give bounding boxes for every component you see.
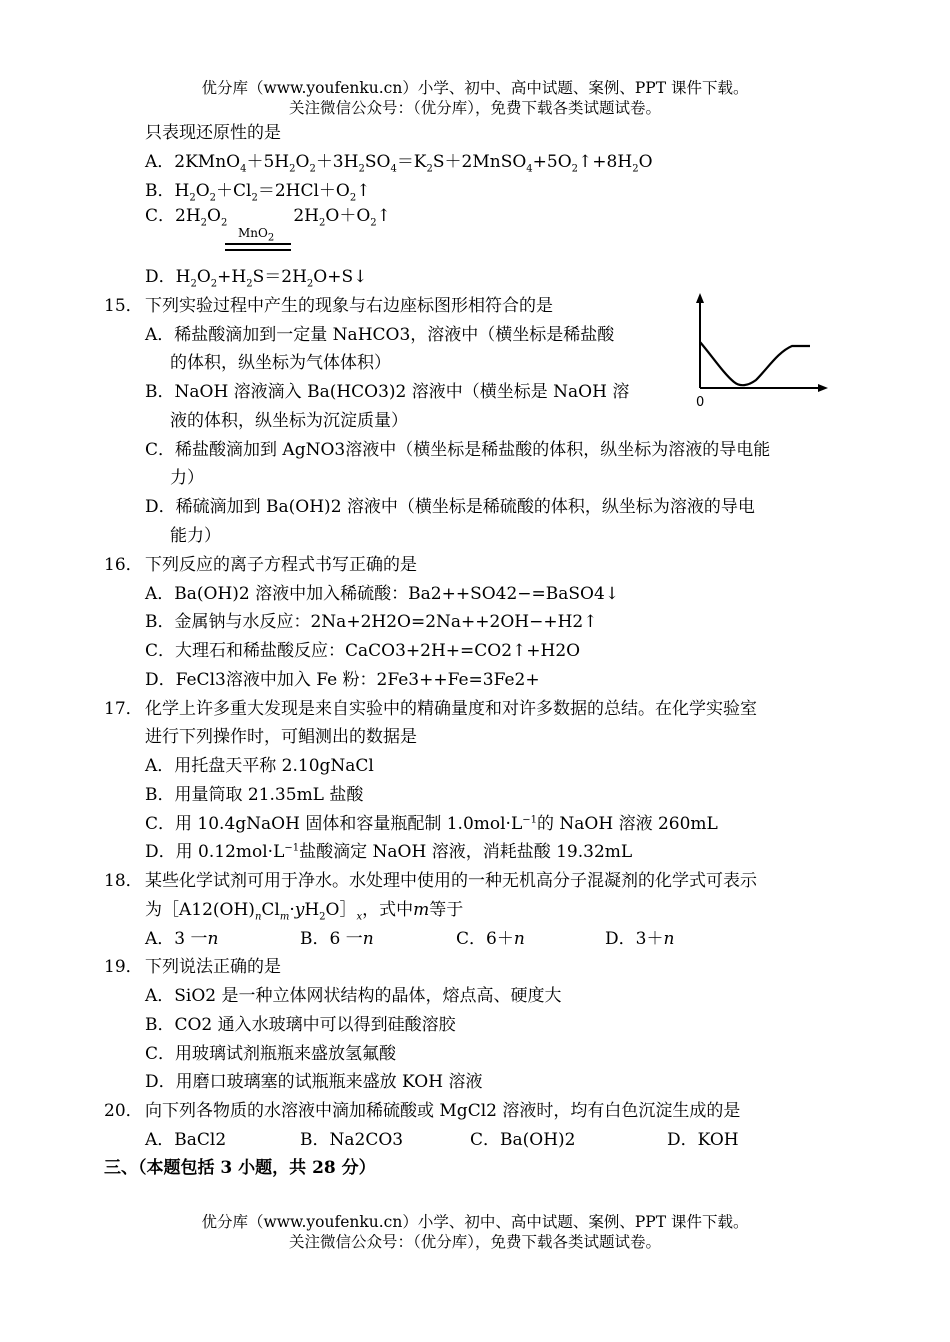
q14-option-a: A．$2KMnO_4+5H_2O_2+3H_2SO_4=K_2S+2MnSO_4+5O_2↑+8H_2O$ (145, 152, 653, 175)
footer-line-1: 优分库（www.youfenku.cn）小学、初中、高中试题、案例、PPT 课件下载。 (201, 1213, 749, 1231)
q17-number: 17． (104, 699, 143, 719)
q14-stem-continuation: 只表现还原性的是 (145, 123, 281, 143)
graph-x-arrow (818, 384, 828, 392)
q15-option-c-line2: 力） (170, 468, 204, 488)
q14-condition-line-top (225, 243, 291, 245)
q19-option-d: D．用磨口玻璃塞的试瓶瓶来盛放 KOH 溶液 (145, 1072, 483, 1092)
header-line-1: 优分库（www.youfenku.cn）小学、初中、高中试题、案例、PPT 课件下载。 (201, 79, 749, 97)
q15-option-b-line2: 液的体积，纵坐标为沉淀质量） (170, 411, 408, 431)
q18-option-a: A．3 一n (145, 929, 219, 949)
q14-condition-line-bottom (225, 249, 291, 251)
q15-option-d-line2: 能力） (170, 526, 221, 546)
q17-option-c: C．用 10.4gNaOH 固体和容量瓶配制 $1.0mol\cdot L^{-1}$的 NaOH 溶液 260mL (145, 814, 718, 834)
q16-option-a: A．Ba(OH)2 溶液中加入稀硫酸：Ba2++SO42−=BaSO4↓ (145, 584, 620, 604)
q14-option-b: B．$H_2O_2+Cl_2=2HCl+O_2↑$ (145, 181, 371, 204)
footer-line-2: 关注微信公众号：（优分库），免费下载各类试题试卷。 (288, 1233, 661, 1251)
q20-number: 20． (104, 1101, 143, 1121)
q15-graph (688, 290, 838, 412)
q18-option-d: D．3＋n (605, 929, 675, 949)
q20-option-b: B．Na2CO3 (300, 1130, 404, 1150)
q17-option-d: D．用 $0.12mol\cdot L^{-1}$盐酸滴定 NaOH 溶液，消耗盐酸 19.32mL (145, 842, 633, 862)
q19-number: 19． (104, 957, 143, 977)
q16-option-c: C．大理石和稀盐酸反应：CaCO3+2H+=CO2↑+H2O (145, 641, 581, 661)
q15-option-a-line2: 的体积，纵坐标为气体体积） (170, 353, 391, 373)
q19-option-b: B．CO2 通入水玻璃中可以得到硅酸溶胶 (145, 1015, 456, 1035)
q20-option-d: D．KOH (667, 1130, 739, 1150)
q16-stem: 下列反应的离子方程式书写正确的是 (145, 555, 417, 575)
q17-stem-line2: 进行下列操作时，可鲳测出的数据是 (145, 727, 417, 747)
q17-stem-line1: 化学上许多重大发现是来自实验中的精确量度和对许多数据的总结。在化学实验室 (145, 699, 757, 719)
graph-curve (700, 342, 810, 385)
q16-number: 16． (104, 555, 143, 575)
q15-number: 15． (104, 296, 143, 316)
q14-option-d: D．$H_2O_2+H_2S=2H_2O+S↓$ (145, 267, 368, 290)
q19-option-a: A．SiO2 是一种立体网状结构的晶体，熔点高、硬度大 (145, 986, 562, 1006)
q16-option-d: D．FeCl3溶液中加入 Fe 粉：2Fe3++Fe=3Fe2+ (145, 670, 540, 690)
graph-origin-label: 0 (696, 395, 705, 410)
header-line-2: 关注微信公众号：（优分库），免费下载各类试题试卷。 (288, 99, 661, 117)
q18-stem-line1: 某些化学试剂可用于净水。水处理中使用的一种无机高分子混凝剂的化学式可表示 (145, 871, 757, 891)
q15-option-c-line1: C．稀盐酸滴加到 AgNO3溶液中（横坐标是稀盐酸的体积，纵坐标为溶液的导电能 (145, 440, 771, 460)
q19-stem: 下列说法正确的是 (145, 957, 281, 977)
q18-option-b: B．6 一n (300, 929, 374, 949)
q15-option-b-line1: B．NaOH 溶液滴入 Ba(HCO3)2 溶液中（横坐标是 NaOH 溶 (145, 382, 630, 402)
q19-option-c: C．用玻璃试剂瓶瓶来盛放氢氟酸 (145, 1044, 397, 1064)
q14-catalyst-label: MnO$_2$ (238, 226, 275, 244)
q20-option-c: C．Ba(OH)2 (470, 1130, 576, 1150)
q18-number: 18． (104, 871, 143, 891)
q20-option-a: A．BaCl2 (145, 1130, 227, 1150)
graph-y-arrow (696, 293, 704, 303)
q16-option-b: B．金属钠与水反应：2Na+2H2O=2Na++2OH−+H2↑ (145, 612, 598, 632)
q14-option-c: C．$2H_2O_2$ $2H_2O+O_2↑$ (145, 206, 391, 229)
q15-option-d-line1: D．稀硫滴加到 Ba(OH)2 溶液中（横坐标是稀硫酸的体积，纵坐标为溶液的导电 (145, 497, 755, 517)
q17-option-b: B．用量筒取 21.35mL 盐酸 (145, 785, 364, 805)
q20-stem: 向下列各物质的水溶液中滴加稀硫酸或 MgCl2 溶液时，均有白色沉淀生成的是 (145, 1101, 741, 1121)
q17-option-a: A．用托盘天平称 2.10gNaCl (145, 756, 374, 776)
q18-option-c: C．6＋n (456, 929, 525, 949)
q15-stem: 下列实验过程中产生的现象与右边座标图形相符合的是 (145, 296, 553, 316)
q18-stem-line2: 为$[A12(OH)_nCl_m\cdot yH_2O]_x$，式中m等于 (145, 900, 464, 923)
q15-option-a-line1: A．稀盐酸滴加到一定量 NaHCO3，溶液中（横坐标是稀盐酸 (145, 325, 615, 345)
section-3-heading: 三、（本题包括 3 小题，共 28 分） (104, 1158, 376, 1178)
